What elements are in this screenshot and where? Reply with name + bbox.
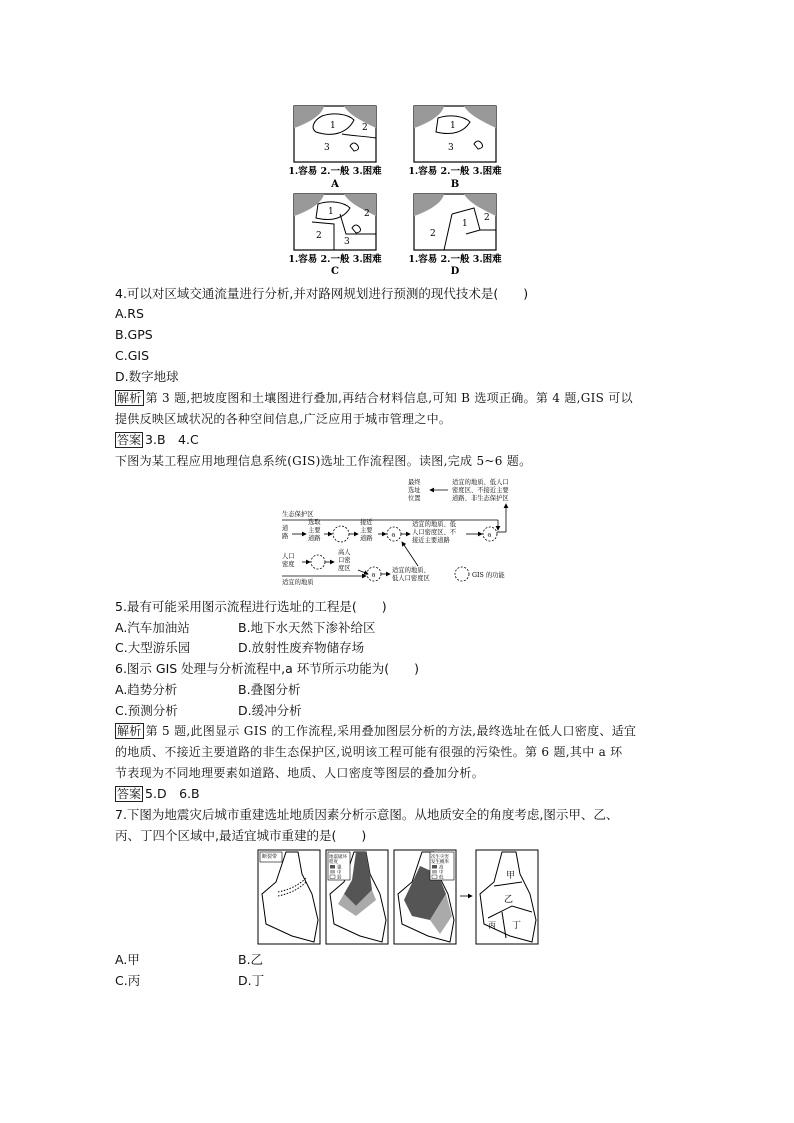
answer-text: 3.B 4.C — [145, 432, 199, 447]
explanation-line: 第 3 题,把坡度图和土壤图进行叠加,再结合材料信息,可知 B 选项正确。第 4 题,GIS 可以 — [145, 391, 633, 405]
quake-secondary-title-1: 次生灾害 — [431, 855, 449, 860]
map-c-region-3: 3 — [344, 237, 350, 247]
map-c-region-2b: 2 — [316, 231, 322, 241]
explanation-tag: 解析 — [117, 391, 142, 405]
flow-pick-road-1: 选取 — [308, 519, 321, 526]
intro-5-6: 下图为某工程应用地理信息系统(GIS)选址工作流程图。读图,完成 5~6 题。 — [115, 454, 532, 468]
map-a-label: A — [331, 179, 339, 190]
q7-option-b[interactable]: B.乙 — [238, 952, 264, 967]
quake-region-ding: 丁 — [512, 921, 522, 931]
flow-a-node-3: a — [371, 570, 376, 579]
flow-road-1: 道 — [282, 525, 289, 532]
q5-option-c[interactable]: C.大型游乐园 — [115, 640, 191, 655]
quake-region-bing: 丙 — [488, 921, 496, 930]
map-d-region-2b: 2 — [484, 213, 490, 223]
quake-panel-secondary — [394, 850, 456, 944]
flow-legend: GIS 的功能 — [472, 572, 505, 579]
q5-option-a[interactable]: A.汽车加油站 — [115, 620, 190, 635]
flow-final-2: 选址 — [408, 487, 421, 494]
flow-low-result-2: 低人口密度区 — [392, 575, 430, 582]
q5-option-b[interactable]: B.地下水天然下渗补给区 — [238, 620, 376, 635]
flow-geo: 适宜的地质 — [282, 579, 314, 586]
map-d-region-1: 1 — [462, 219, 468, 229]
flow-final-result-1: 适宜的地质、低人口 — [452, 479, 509, 486]
quake-secondary-title-2: 发生概率 — [431, 860, 449, 865]
q7-option-a[interactable]: A.甲 — [115, 952, 140, 967]
q4-option-c[interactable]: C.GIS — [115, 348, 150, 363]
quake-damage-title-2: 程度 — [329, 860, 338, 865]
flow-mid-result-3: 接近主要道路 — [412, 537, 450, 544]
flow-eco: 生态保护区 — [282, 511, 314, 518]
flow-a-node-1: a — [391, 530, 396, 539]
flow-pick-road-2: 主要 — [308, 527, 321, 534]
map-d — [414, 194, 496, 250]
map-c-region-1: 1 — [328, 207, 334, 217]
quake-damage-title-1: 地震破坏 — [329, 855, 347, 860]
explanation-line: 第 5 题,此图显示 GIS 的工作流程,采用叠加图层分析的方法,最终选址在低人口密度、适宜 — [145, 724, 637, 738]
explanation-tag: 解析 — [117, 724, 142, 738]
answer-3-4 — [115, 430, 199, 450]
flow-near-road-1: 接近 — [360, 519, 373, 526]
q7-option-c[interactable]: C.丙 — [115, 973, 141, 988]
earthquake-rebuild-maps — [256, 848, 556, 946]
map-a-region-2: 2 — [362, 123, 368, 133]
flow-pop-2: 密度 — [282, 561, 295, 568]
flow-high-pop-2: 口密 — [338, 557, 351, 564]
flow-pick-road-3: 道路 — [308, 535, 321, 542]
flow-a-node-2: a — [487, 530, 492, 539]
flow-final-3: 位置 — [408, 495, 421, 502]
flow-near-road-3: 道路 — [360, 535, 373, 542]
map-c-caption: 1.容易 2.一般 3.困难 — [288, 254, 382, 265]
flow-pop-1: 人口 — [282, 553, 295, 560]
flow-near-road-2: 主要 — [360, 527, 373, 534]
map-a-region-1: 1 — [330, 121, 336, 131]
quake-region-yi: 乙 — [504, 895, 514, 905]
flow-low-result-1: 适宜的地质、 — [392, 567, 430, 574]
map-d-region-2a: 2 — [430, 229, 436, 239]
q6-option-d[interactable]: D.缓冲分析 — [238, 703, 302, 718]
answer-5-6 — [115, 784, 200, 804]
quake-secondary-legend-low: 低 — [439, 875, 444, 881]
explanation-3-4 — [115, 388, 633, 408]
q4-option-d[interactable]: D.数字地球 — [115, 369, 179, 384]
explanation-5-6 — [115, 721, 636, 741]
explanation-5-6-line3: 节表现为不同地理要素如道路、地质、人口密度等图层的叠加分析。 — [115, 766, 485, 780]
map-b-region-1: 1 — [450, 121, 456, 131]
flow-mid-result-2: 人口密度区、不 — [412, 529, 457, 536]
q7-stem-line1: 7.下图为地震灾后城市重建选址地质因素分析示意图。从地质安全的角度考虑,图示甲、乙、 — [115, 807, 619, 822]
q7-option-d[interactable]: D.丁 — [238, 973, 265, 988]
q4-option-b[interactable]: B.GPS — [115, 327, 153, 342]
quake-panel-damage — [326, 850, 388, 944]
slope-soil-maps — [280, 100, 520, 275]
map-c-region-2a: 2 — [364, 209, 370, 219]
map-c-label: C — [331, 266, 339, 275]
flow-mid-result-1: 适宜的地质、低 — [412, 521, 457, 528]
map-d-label: D — [450, 266, 460, 275]
q4-stem: 4.可以对区域交通流量进行分析,并对路网规划进行预测的现代技术是( ) — [115, 286, 529, 301]
flow-final-1: 最终 — [408, 479, 421, 486]
q6-stem: 6.图示 GIS 处理与分析流程中,a 环节所示功能为( ) — [115, 661, 420, 676]
quake-panel-regions — [476, 850, 538, 944]
map-a — [294, 106, 376, 162]
map-b-caption: 1.容易 2.一般 3.困难 — [408, 166, 502, 177]
explanation-5-6-line2: 的地质、不接近主要道路的非生态保护区,说明该工程可能有很强的污染性。第 6 题,其中 a 环 — [115, 745, 623, 759]
quake-region-jia: 甲 — [506, 871, 516, 881]
quake-damage-legend-weak: 弱 — [337, 875, 342, 881]
quake-secondary-legend-high: 高 — [439, 865, 444, 871]
q7-stem-line2: 丙、丁四个区域中,最适宜城市重建的是( ) — [115, 828, 367, 843]
gis-flowchart — [278, 474, 528, 588]
map-a-caption: 1.容易 2.一般 3.困难 — [288, 166, 382, 177]
map-b-region-3: 3 — [448, 143, 454, 153]
flow-high-pop-1: 高人 — [338, 549, 351, 556]
flow-final-result-2: 密度区、不接近主要 — [452, 487, 509, 494]
q6-option-c[interactable]: C.预测分析 — [115, 703, 178, 718]
map-a-region-3: 3 — [324, 143, 330, 153]
q4-option-a[interactable]: A.RS — [115, 306, 144, 321]
quake-damage-legend-medium: 中 — [337, 870, 342, 876]
quake-fault-label: 断裂带 — [262, 854, 278, 860]
map-b — [414, 106, 496, 162]
answer-tag: 答案 — [117, 433, 142, 447]
answer-tag: 答案 — [117, 787, 142, 801]
flow-high-pop-3: 度区 — [338, 565, 351, 572]
map-c — [294, 194, 376, 250]
q5-option-d[interactable]: D.放射性废弃物储存场 — [238, 640, 365, 655]
flow-road-2: 路 — [282, 533, 289, 540]
explanation-3-4-line2: 提供反映区域状况的各种空间信息,广泛应用于城市管理之中。 — [115, 412, 452, 426]
map-b-label: B — [450, 179, 460, 190]
quake-damage-legend-strong: 强 — [337, 865, 342, 871]
map-d-caption: 1.容易 2.一般 3.困难 — [408, 254, 502, 265]
q6-option-a[interactable]: A.趋势分析 — [115, 682, 178, 697]
quake-panel-fault — [258, 850, 320, 944]
answer-text: 5.D 6.B — [145, 786, 200, 801]
q6-option-b[interactable]: B.叠图分析 — [238, 682, 301, 697]
flow-final-result-3: 道路、非生态保护区 — [452, 495, 509, 502]
q5-stem: 5.最有可能采用图示流程进行选址的工程是( ) — [115, 599, 387, 614]
quake-secondary-legend-medium: 中 — [439, 870, 444, 876]
